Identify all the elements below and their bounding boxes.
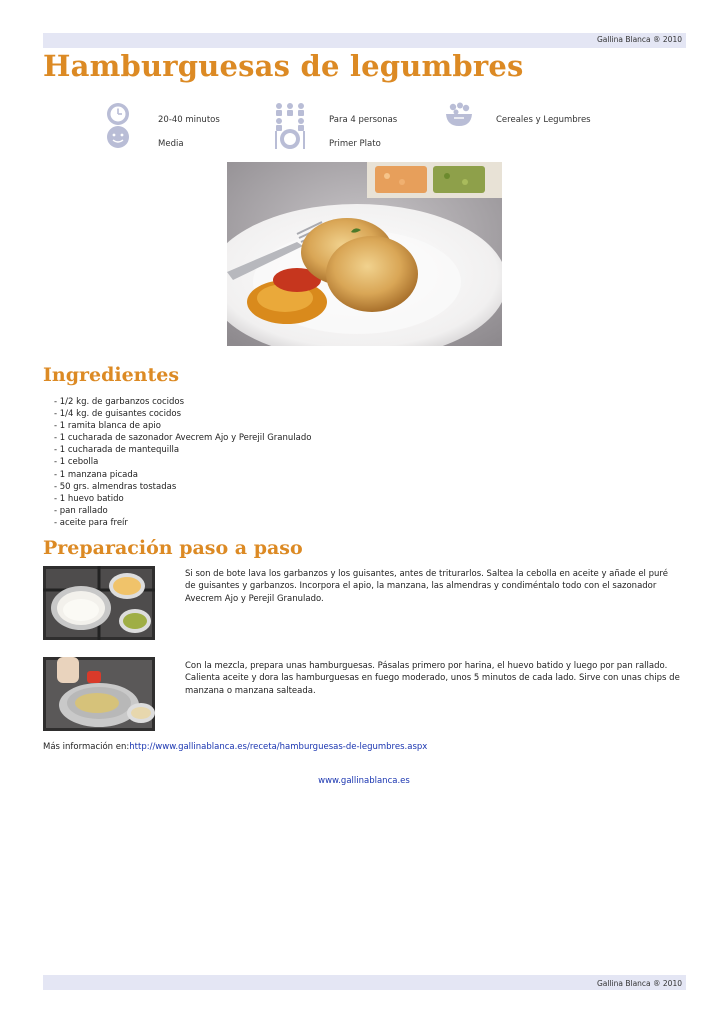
- header-band: [43, 33, 686, 48]
- header-copyright: Gallina Blanca ® 2010: [596, 35, 682, 44]
- ingredient-item: - 1 cebolla: [54, 457, 99, 468]
- ingredient-item: - 1 ramita blanca de apio: [54, 421, 161, 432]
- food-bowl-icon: [444, 102, 474, 128]
- clock-chef-icon: [104, 101, 132, 151]
- site-footer-link-wrapper: [0, 776, 728, 786]
- meta-servings: Para 4 personas: [329, 115, 398, 125]
- people-plate-icon: [273, 101, 307, 151]
- step-1-photo: [43, 566, 155, 640]
- ingredient-item: - 1 manzana picada: [54, 469, 138, 480]
- ingredients-list: [54, 396, 311, 529]
- footer-band: [43, 975, 686, 990]
- more-info-label: Más información en:: [43, 742, 130, 752]
- ingredient-item: - 1 huevo batido: [54, 493, 124, 504]
- step-2-text: Con la mezcla, prepara unas hamburguesas. Pásalas primero por harina, el huevo batido y luego por pan rallado. Calienta aceite y dora las hamburguesas en fuego moderado, unos 5 minutos de cada lado. Sirve con unas chips de manzana o manzana salteada.: [185, 661, 680, 696]
- ingredient-item: - pan rallado: [54, 505, 108, 516]
- step-1-text: Si son de bote lava los garbanzos y los guisantes, antes de triturarlos. Saltea la cebolla en aceite y añade el puré de guisantes y garbanzos. Incorpora el apio, la manzana, las almendras y condiméntalo todo con el sazonador Avecrem Ajo y Perejil Granulado.: [185, 569, 668, 604]
- ingredient-item: - 1/4 kg. de guisantes cocidos: [54, 409, 181, 420]
- step-2-photo: [43, 657, 155, 731]
- ingredient-item: - 1 cucharada de mantequilla: [54, 445, 180, 456]
- more-info: [43, 742, 427, 752]
- meta-time: 20-40 minutos: [158, 115, 220, 125]
- ingredient-item: - 1 cucharada de sazonador Avecrem Ajo y Perejil Granulado: [54, 433, 312, 444]
- recipe-photo: [227, 162, 502, 346]
- ingredient-item: - aceite para freír: [54, 517, 128, 528]
- ingredients-heading: Ingredientes: [43, 364, 180, 386]
- site-link[interactable]: www.gallinablanca.es: [318, 776, 410, 786]
- preparation-heading: Preparación paso a paso: [43, 537, 303, 559]
- meta-category: Cereales y Legumbres: [496, 115, 591, 125]
- ingredient-item: - 1/2 kg. de garbanzos cocidos: [54, 397, 185, 407]
- meta-course: Primer Plato: [329, 139, 381, 149]
- recipe-title: Hamburguesas de legumbres: [43, 49, 524, 83]
- meta-difficulty: Media: [158, 139, 184, 149]
- more-info-link[interactable]: http://www.gallinablanca.es/receta/hamburguesas-de-legumbres.aspx: [129, 742, 428, 752]
- footer-copyright: Gallina Blanca ® 2010: [596, 979, 682, 988]
- ingredient-item: - 50 grs. almendras tostadas: [54, 481, 177, 492]
